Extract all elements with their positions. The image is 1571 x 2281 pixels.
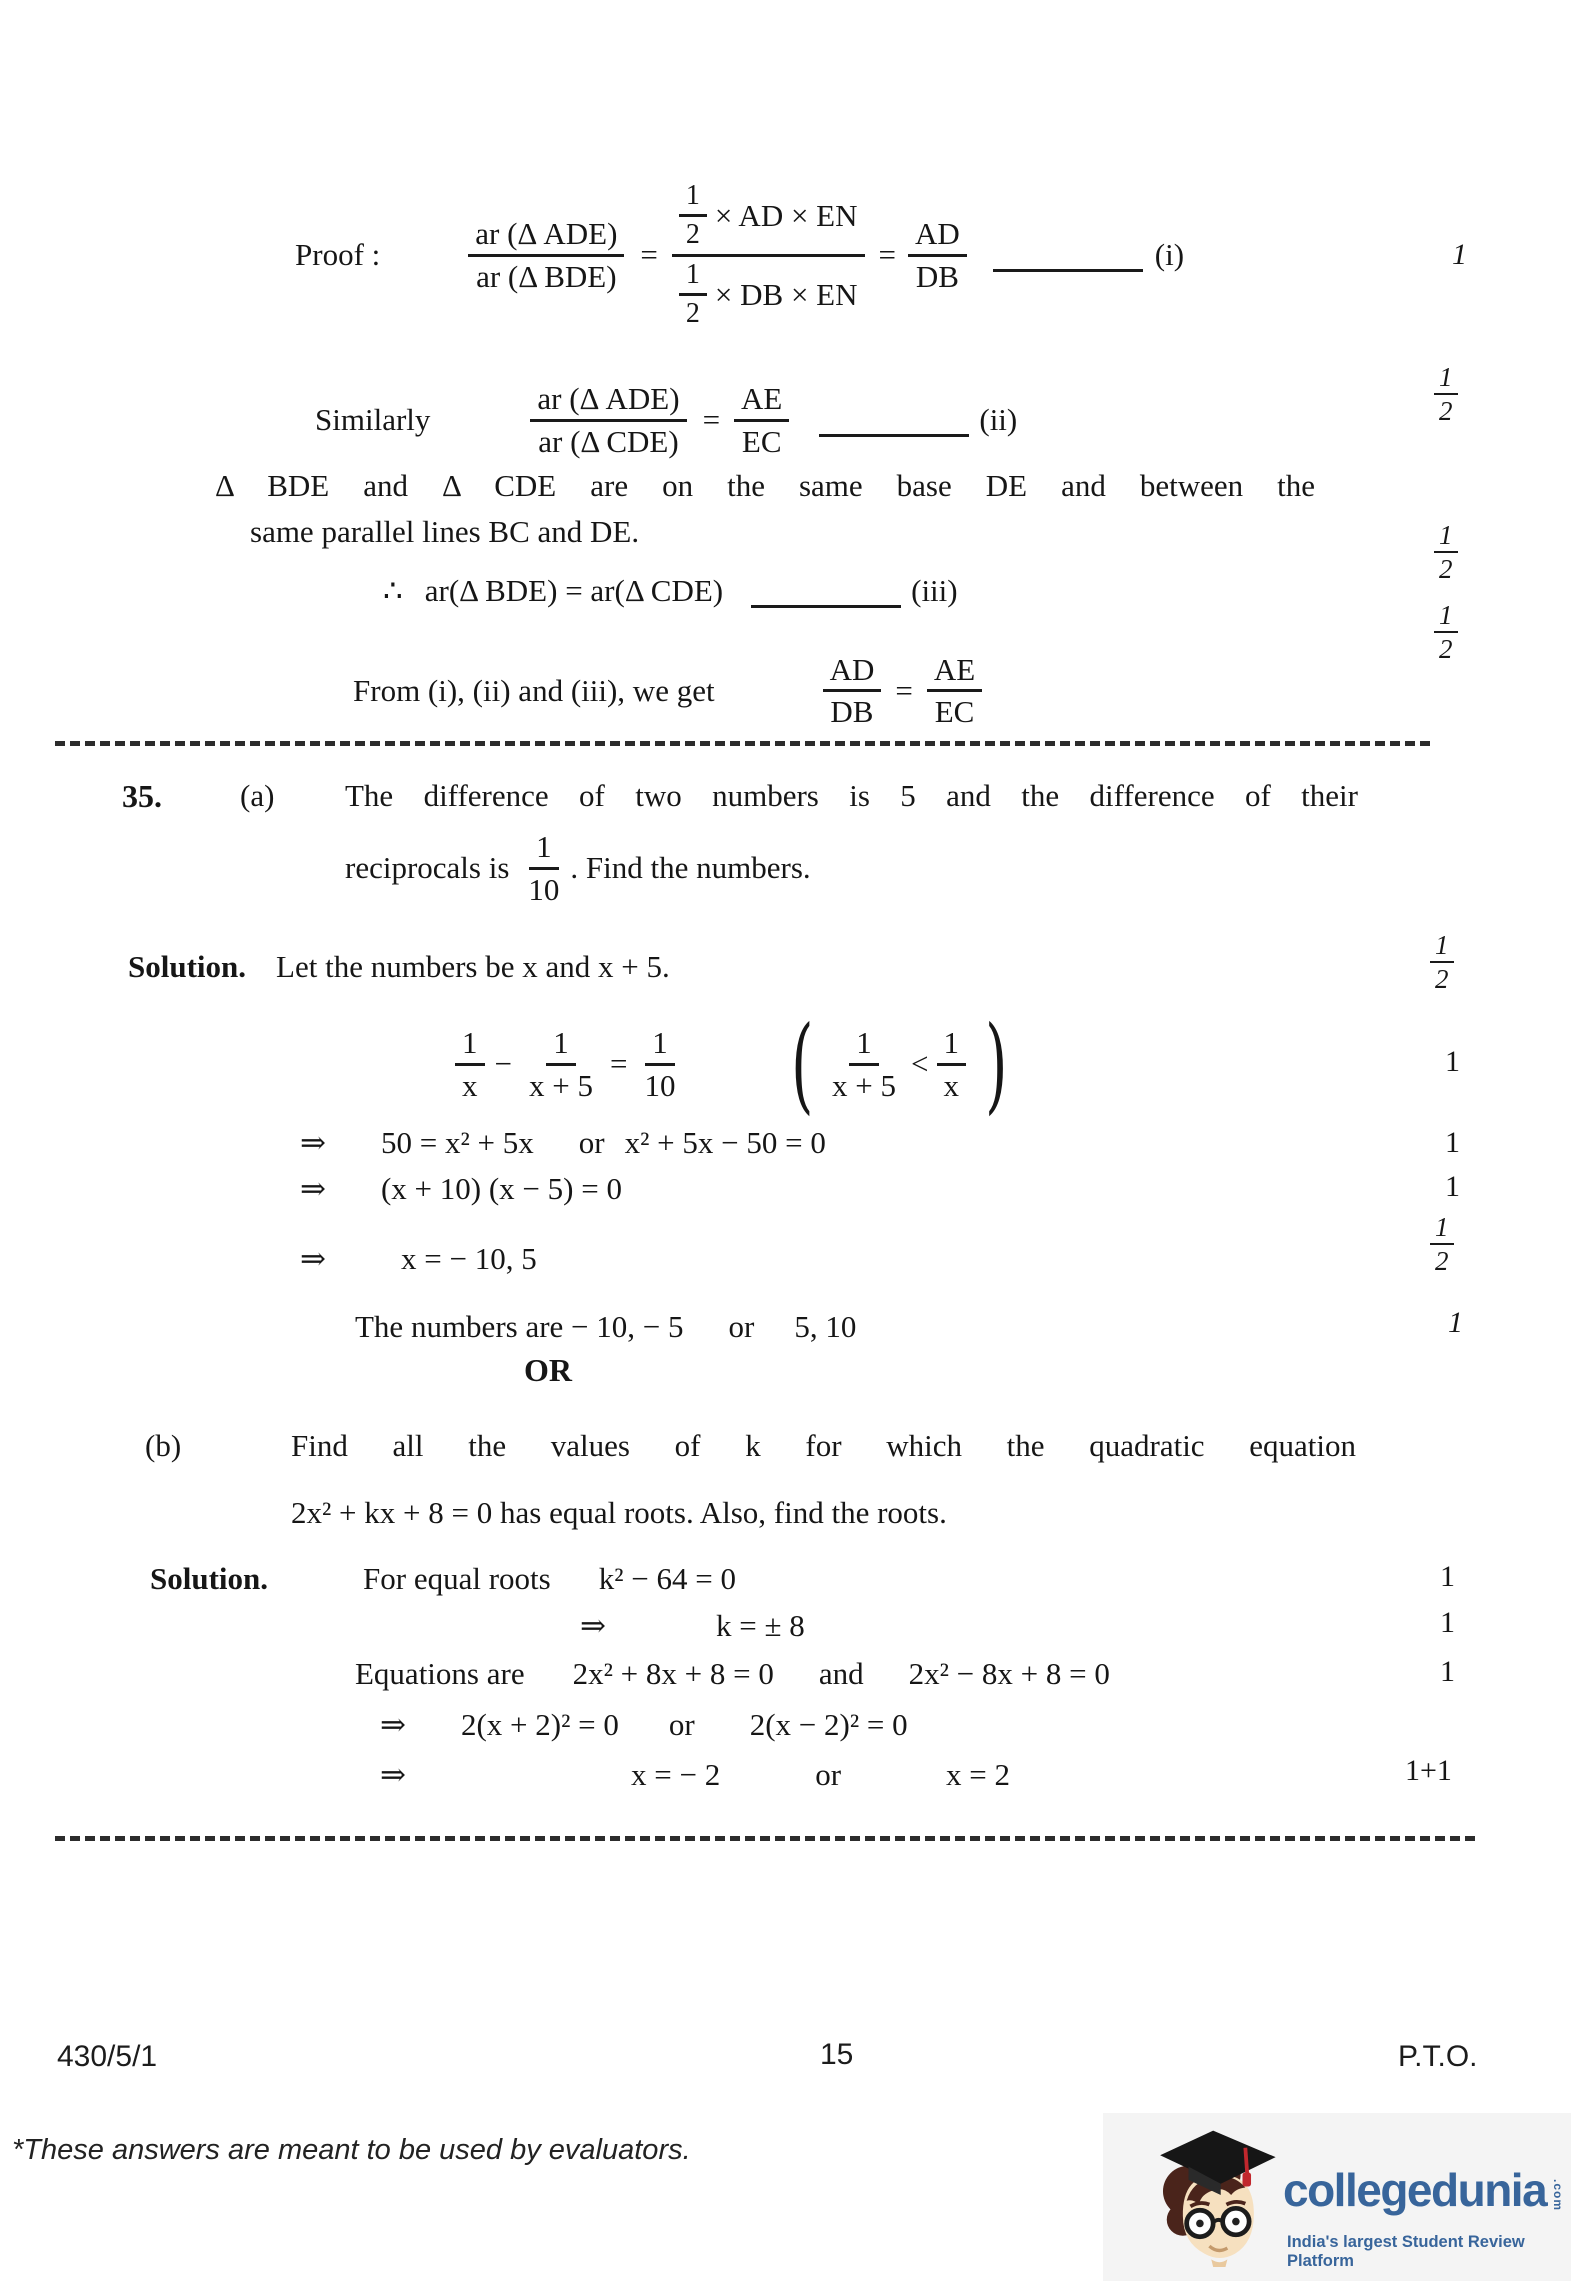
equals-sign: = [702, 402, 721, 437]
half-fraction: $\frac{1}{2}$ [679, 181, 707, 250]
blank-line [751, 575, 901, 608]
mark-b2: 1 [1440, 1606, 1455, 1639]
similarly-lhs-fraction: $\frac{\text{ar (Δ ADE)}}{\text{ar (Δ CDE)}}$ [530, 382, 686, 458]
same-base-line1: Δ BDE and Δ CDE are on the same base DE and between the [215, 468, 1315, 503]
collegedunia-wordmark: collegedunia [1283, 2164, 1547, 2216]
frac-1-10: $\frac{1}{10}$ [644, 1025, 676, 1103]
mark-b1: 1 [1440, 1560, 1455, 1593]
open-paren: ( [791, 1003, 814, 1125]
minus-sign: − [494, 1046, 512, 1081]
brand-tld: .com [1551, 2179, 1565, 2212]
proof-rhs-fraction: $\frac{AD}{DB}$ [908, 217, 967, 293]
result-row: The numbers are − 10, − 5 or 5, 10 [355, 1309, 857, 1344]
mark-therefore: 1 2 [1434, 520, 1458, 584]
implies-arrow: ⇒ [580, 1608, 606, 1643]
equals-sign: = [609, 1046, 628, 1081]
step1-row: ⇒ 50 = x² + 5x or x² + 5x − 50 = 0 [300, 1125, 826, 1160]
therefore-symbol: ∴ [383, 573, 403, 608]
proof-mid-fraction: $\frac{1}{2}$ × AD × EN $\frac{1}{2}$ × DB × EN [672, 181, 865, 329]
equals-sign: = [895, 672, 913, 708]
solution-label: Solution. [128, 949, 247, 984]
equals-sign: = [640, 237, 658, 272]
condition-frac-left: $\frac{1}{x + 5}$ [832, 1025, 897, 1103]
similarly-row [315, 355, 1017, 485]
question-number: 35. [122, 778, 162, 814]
frac-1-x5: $\frac{1}{x + 5}$ [528, 1025, 593, 1103]
implies-arrow: ⇒ [380, 1707, 406, 1742]
solution-label: Solution. [150, 1561, 269, 1596]
solution-b-row2: ⇒ k = ± 8 [580, 1608, 805, 1643]
conclusion-text: From (i), (ii) and (iii), we get [353, 672, 715, 708]
mark-step3: 1 2 [1430, 1212, 1454, 1276]
implies-arrow: ⇒ [300, 1125, 326, 1160]
mark-conclusion: 1 2 [1434, 600, 1458, 664]
mark-result: 1 [1448, 1306, 1463, 1339]
condition-frac-right: $\frac{1}{x}$ [937, 1026, 967, 1102]
page-number: 15 [820, 2038, 854, 2071]
brand-tagline: India's largest Student Review Platform [1287, 2233, 1525, 2270]
conclusion-row [353, 643, 982, 738]
similarly-label: Similarly [315, 402, 431, 437]
dashed-divider [55, 1836, 1475, 1841]
mark-step2: 1 [1445, 1170, 1460, 1203]
mark-b3: 1 [1440, 1655, 1455, 1688]
less-than-sign: < [911, 1046, 929, 1081]
same-base-line2: same parallel lines BC and DE. [250, 514, 640, 549]
implies-arrow: ⇒ [300, 1171, 326, 1206]
proof-row [295, 160, 1184, 350]
blank-line [993, 239, 1143, 272]
q35b-line1: Find all the values of k for which the quadratic equation [291, 1428, 1356, 1463]
dashed-divider [55, 741, 1435, 746]
implies-arrow: ⇒ [380, 1757, 406, 1792]
implies-arrow: ⇒ [300, 1241, 326, 1276]
proof-label: Proof : [295, 237, 381, 272]
proof-lhs-fraction: $\frac{\text{ar (Δ ADE)}}{\text{ar (Δ BDE)}}$ [468, 217, 624, 293]
conclusion-lhs-fraction: $\frac{AD}{DB}$ [823, 653, 882, 729]
mark-step1: 1 [1445, 1126, 1460, 1159]
solution-b-row4: ⇒ 2(x + 2)² = 0 or 2(x − 2)² = 0 [380, 1707, 908, 1742]
eq-ref-ii: (ii) [979, 402, 1018, 437]
half-fraction: $\frac{1}{2}$ [679, 260, 707, 329]
or-separator: OR [524, 1352, 572, 1388]
mark-proof: 1 [1452, 238, 1467, 271]
brand-panel [1103, 2113, 1571, 2281]
step3-row: ⇒ x = − 10, 5 [300, 1241, 537, 1276]
part-b-label: (b) [145, 1428, 182, 1463]
pto-label: P.T.O. [1398, 2040, 1478, 2073]
part-a-label: (a) [240, 778, 275, 813]
collegedunia-mascot-icon [1153, 2125, 1279, 2267]
mark-equation: 1 [1445, 1045, 1460, 1078]
solution-a-intro [128, 947, 670, 987]
q35a-line1: The difference of two numbers is 5 and the difference of their [345, 778, 1358, 813]
solution-intro-text: Let the numbers be x and x + 5. [276, 949, 670, 984]
evaluator-note: *These answers are meant to be used by evaluators. [12, 2134, 691, 2166]
q35a-line2: reciprocals is $\frac{1}{10}$ . Find the numbers. [345, 829, 811, 907]
eq-ref-i: (i) [1154, 237, 1185, 272]
therefore-row [383, 565, 958, 617]
step2-row: ⇒ (x + 10) (x − 5) = 0 [300, 1171, 622, 1206]
eq-ref-iii: (iii) [911, 573, 958, 608]
blank-line [819, 404, 969, 437]
solution-b-row1: Solution. For equal roots k² − 64 = 0 [150, 1561, 736, 1596]
one-tenth-fraction: $\frac{1}{10}$ [528, 829, 560, 907]
therefore-equation: ar(Δ BDE) = ar(Δ CDE) [424, 573, 724, 608]
mark-b5: 1+1 [1405, 1754, 1452, 1787]
close-paren: ) [985, 1003, 1008, 1125]
paper-code: 430/5/1 [57, 2040, 158, 2073]
main-equation-row [455, 1003, 1009, 1125]
q35b-line2: 2x² + kx + 8 = 0 has equal roots. Also, find the roots. [291, 1495, 947, 1530]
equals-sign: = [878, 237, 896, 272]
conclusion-rhs-fraction: $\frac{AE}{EC}$ [927, 653, 982, 729]
solution-b-row5: ⇒ x = − 2 or x = 2 [380, 1757, 1011, 1792]
solution-b-row3: Equations are 2x² + 8x + 8 = 0 and 2x² − 8x + 8 = 0 [355, 1656, 1110, 1691]
mark-similarly: 1 2 [1434, 362, 1458, 426]
mark-intro: 1 2 [1430, 930, 1454, 994]
similarly-rhs-fraction: $\frac{AE}{EC}$ [734, 382, 789, 458]
frac-1-x: $\frac{1}{x}$ [455, 1026, 485, 1102]
